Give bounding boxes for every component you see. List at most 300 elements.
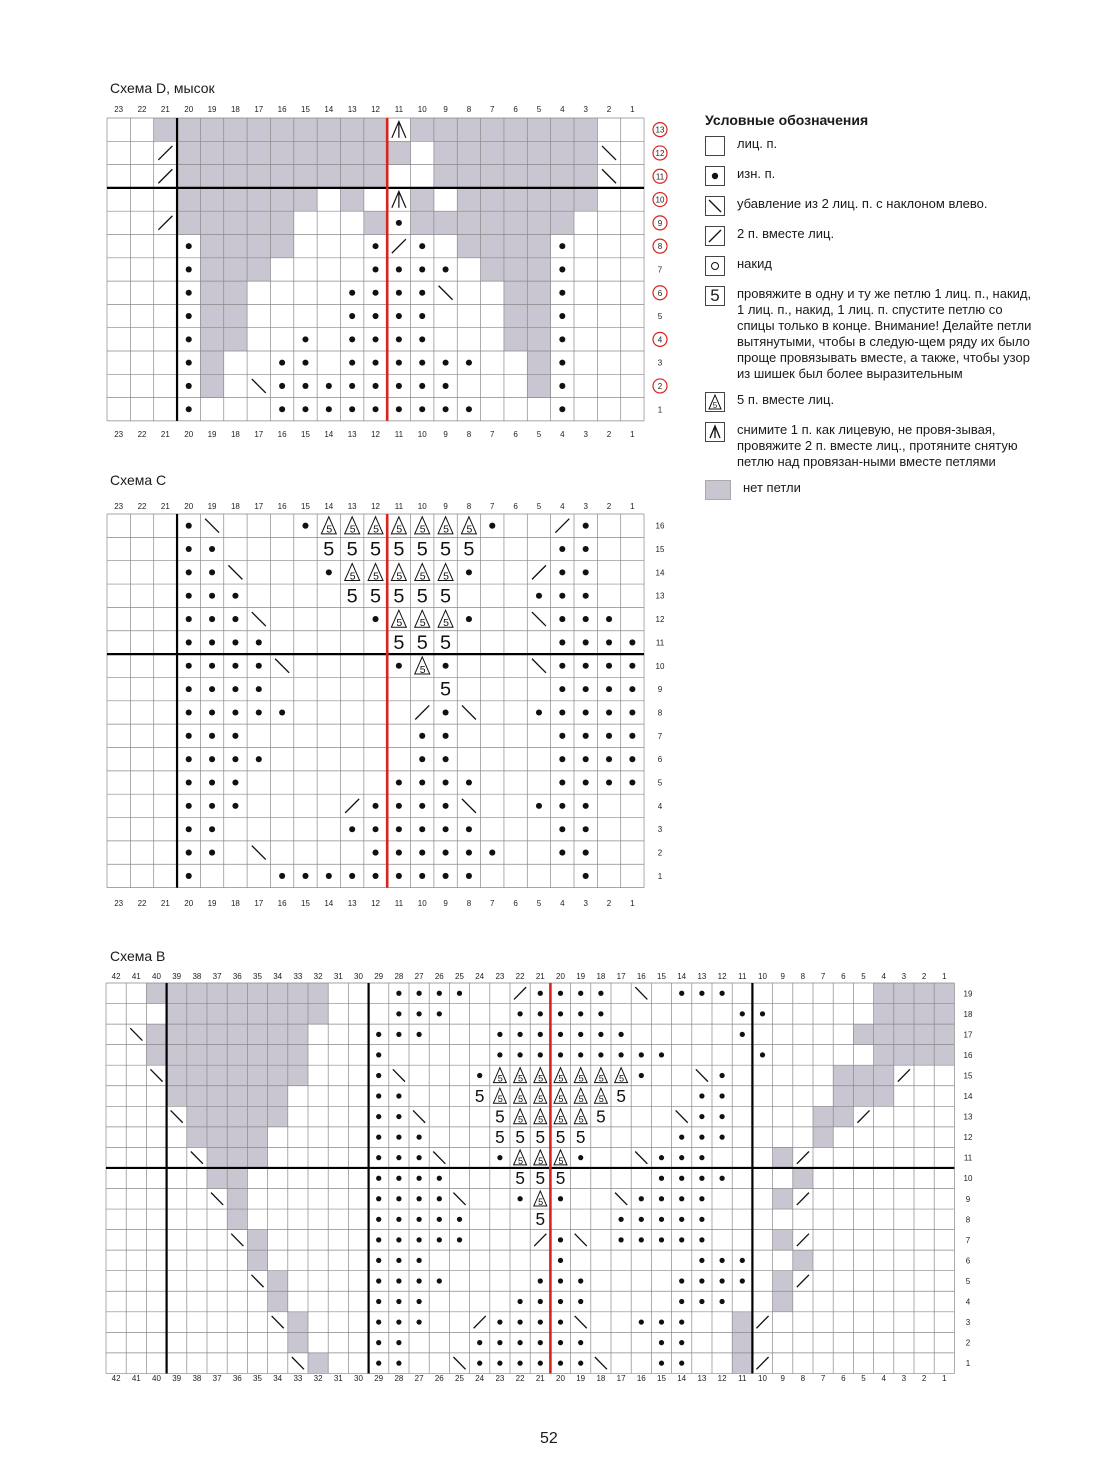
cell-dot	[437, 991, 442, 996]
cell-dot	[558, 1052, 563, 1057]
cell-gray	[434, 165, 457, 188]
cell-dot	[186, 756, 192, 762]
cell-dot	[559, 803, 565, 809]
cell-gray	[288, 1312, 308, 1333]
col-label-bottom: 33	[293, 1374, 303, 1383]
cell-gray	[457, 188, 480, 211]
cell-dot	[396, 803, 402, 809]
cell-dot	[659, 1052, 664, 1057]
cell-gray	[527, 188, 550, 211]
cell-dot	[477, 1361, 482, 1366]
cell-dot	[457, 1237, 462, 1242]
cell-gray	[227, 1045, 247, 1066]
cell-dot	[598, 1032, 603, 1037]
cell-dot	[186, 243, 192, 249]
cell-dot	[232, 779, 238, 785]
cell-gray	[247, 258, 270, 281]
cell-gray	[177, 118, 200, 141]
cell-dot	[639, 1073, 644, 1078]
cell-gray	[527, 374, 550, 397]
col-label-bottom: 2	[921, 1374, 927, 1383]
cell-bslash	[676, 1110, 688, 1122]
col-label-top: 6	[841, 972, 846, 981]
cell-bslash	[191, 1152, 203, 1164]
cell-dot	[186, 266, 192, 272]
col-label-top: 38	[192, 972, 202, 981]
cell-gray	[504, 235, 527, 258]
cell-bslash	[252, 846, 266, 860]
cell-dot	[279, 406, 285, 412]
cell-dot	[376, 1073, 381, 1078]
cell-five: 5	[393, 538, 405, 561]
cell-gray	[434, 118, 457, 141]
cell-dot	[232, 756, 238, 762]
cell-dot	[419, 290, 425, 296]
legend-text: 5 п. вместе лиц.	[737, 392, 835, 407]
cell-dot	[679, 1340, 684, 1345]
cell-gray	[247, 1024, 267, 1045]
col-label-top: 2	[606, 105, 612, 114]
row-label: 3	[965, 1318, 971, 1328]
row-label: 5	[965, 1276, 971, 1286]
cell-dot	[629, 756, 635, 762]
cell-slash	[158, 169, 172, 183]
col-label-top: 7	[490, 502, 495, 511]
cell-tri-label: 5	[558, 1114, 564, 1125]
col-label-bottom: 13	[697, 1374, 707, 1383]
cell-tri-label: 5	[517, 1155, 524, 1166]
col-label-bottom: 20	[184, 899, 194, 908]
cell-gray	[224, 118, 247, 141]
cell-dot	[679, 1217, 684, 1222]
cell-five: 5	[323, 538, 335, 561]
cell-dot	[279, 873, 285, 879]
cell-dot	[559, 663, 565, 669]
cell-gray	[200, 374, 223, 397]
cell-dot	[376, 1032, 381, 1037]
col-label-top: 16	[277, 502, 287, 511]
cell-gray	[227, 1127, 247, 1148]
chart-B-grid	[106, 972, 973, 1383]
cell-dot	[419, 360, 425, 366]
cell-gray	[167, 1024, 187, 1045]
cell-bslash	[439, 286, 453, 300]
col-label-bottom: 11	[394, 899, 404, 908]
cell-dot	[416, 1299, 421, 1304]
cell-gray	[268, 1271, 288, 1292]
cell-dot	[583, 593, 589, 599]
col-label-bottom: 31	[333, 1374, 343, 1383]
cell-dot	[302, 336, 308, 342]
col-label-bottom: 41	[131, 1374, 141, 1383]
row-label: 9	[657, 218, 663, 228]
cell-dot	[279, 383, 285, 389]
cell-five: 5	[440, 538, 452, 561]
cell-gray	[187, 1004, 207, 1025]
cell-gray	[874, 1045, 894, 1066]
col-label-bottom: 39	[172, 1374, 182, 1383]
col-label-bottom: 35	[253, 1374, 262, 1383]
cell-gray	[732, 1332, 752, 1353]
cell-bslash	[575, 1234, 587, 1246]
col-label-top: 15	[301, 105, 310, 114]
cell-dot	[517, 1011, 522, 1016]
cell-dot	[629, 733, 635, 739]
cell-dot	[372, 406, 378, 412]
legend-item	[705, 392, 1035, 412]
cell-dot	[209, 616, 215, 622]
cell-dot	[583, 546, 589, 552]
cell-gray	[504, 304, 527, 327]
cell-tri-label: 5	[558, 1094, 564, 1105]
cell-dot	[559, 290, 565, 296]
col-label-bottom: 10	[417, 430, 427, 439]
cell-dot	[349, 383, 355, 389]
cell-gray	[914, 1024, 934, 1045]
cell-dot	[372, 243, 378, 249]
col-label-top: 15	[657, 972, 666, 981]
cell-five: 5	[535, 1209, 546, 1230]
col-label-bottom: 8	[800, 1374, 806, 1383]
col-label-bottom: 7	[490, 899, 495, 908]
legend-items	[705, 136, 1035, 500]
cell-dot	[419, 850, 425, 856]
cell-gray	[207, 1086, 227, 1107]
cell-slash	[555, 519, 569, 533]
cell-dot	[583, 826, 589, 832]
cell-dot	[699, 1114, 704, 1119]
cell-dot	[376, 1237, 381, 1242]
cell-dot	[606, 756, 612, 762]
cell-slash	[158, 146, 172, 160]
cell-slash	[756, 1316, 768, 1328]
cell-gray	[268, 983, 288, 1004]
cell-dot	[256, 709, 262, 715]
cell-gray	[914, 983, 934, 1004]
legend-text: провяжите в одну и ту же петлю 1 лиц. п., накид, 1 лиц. п., накид, 1 лиц. п. спустите петлю со спицы только в конце. Внимание! Делайте петли вытянутыми, чтобы в следую-щем ряду их было проще провязывать вместе, а также, чтобы узор из шишек был более выразительным	[737, 286, 1032, 381]
row-label: 17	[963, 1030, 973, 1040]
col-label-top: 4	[560, 502, 565, 511]
cell-dot	[477, 1340, 482, 1345]
cell-five: 5	[616, 1085, 626, 1106]
cell-dot	[416, 1134, 421, 1139]
cell-dot	[349, 873, 355, 879]
cell-dot	[558, 1319, 563, 1324]
row-label: 19	[963, 989, 973, 999]
row-label: 9	[657, 685, 663, 695]
cell-gray	[874, 1065, 894, 1086]
cell-dot	[466, 850, 472, 856]
cell-dot	[443, 850, 449, 856]
col-label-bottom: 12	[717, 1374, 727, 1383]
cell-gray	[341, 141, 364, 164]
cell-dot	[559, 709, 565, 715]
cell-gray	[270, 118, 293, 141]
cell-gray	[200, 211, 223, 234]
cell-gray	[200, 351, 223, 374]
cell-dot	[559, 639, 565, 645]
col-label-bottom: 4	[881, 1374, 886, 1383]
cell-dot	[209, 733, 215, 739]
col-label-top: 37	[212, 972, 222, 981]
cell-dot	[583, 616, 589, 622]
cell-gray	[457, 141, 480, 164]
row-label: 8	[965, 1215, 971, 1225]
cell-dot	[186, 826, 192, 832]
cell-gray	[457, 235, 480, 258]
cell-dot	[396, 1340, 401, 1345]
cell-dot	[209, 709, 215, 715]
cell-dot	[578, 1155, 583, 1160]
cell-dot	[629, 709, 635, 715]
cell-gray	[527, 304, 550, 327]
cell-dot	[583, 639, 589, 645]
legend-text: накид	[737, 256, 772, 271]
cell-dot	[396, 1155, 401, 1160]
cell-gray	[224, 165, 247, 188]
cell-gray	[457, 211, 480, 234]
cell-dot	[396, 1196, 401, 1201]
cell-gray	[247, 141, 270, 164]
col-label-top: 11	[738, 972, 747, 981]
cell-gray	[247, 1106, 267, 1127]
cell-dot	[232, 663, 238, 669]
cell-gray	[527, 211, 550, 234]
col-label-bottom: 22	[137, 430, 147, 439]
col-label-bottom: 6	[513, 899, 518, 908]
cell-dot	[760, 1052, 765, 1057]
col-label-bottom: 15	[301, 899, 310, 908]
cell-dot	[372, 803, 378, 809]
cell-dot	[416, 1176, 421, 1181]
cell-dot	[186, 616, 192, 622]
row-label: 14	[963, 1092, 973, 1102]
cell-dot	[302, 360, 308, 366]
cell-dot	[659, 1319, 664, 1324]
cell-dot	[606, 686, 612, 692]
row-label: 13	[655, 591, 665, 601]
cell-gray	[308, 1004, 328, 1025]
col-label-top: 17	[616, 972, 626, 981]
cell-dot	[302, 873, 308, 879]
col-label-bottom: 28	[394, 1374, 404, 1383]
col-label-top: 23	[114, 502, 124, 511]
col-label-top: 9	[443, 105, 448, 114]
cell-dot	[372, 336, 378, 342]
cell-gray	[894, 1004, 914, 1025]
cell-dot	[517, 1032, 522, 1037]
cell-gray	[773, 1271, 793, 1292]
chart-C-grid	[107, 502, 665, 908]
cell-dot	[559, 850, 565, 856]
cell-dot	[517, 1196, 522, 1201]
cell-dot	[416, 1258, 421, 1263]
cell-dot	[232, 709, 238, 715]
legend-symbol-label: 5	[712, 400, 718, 410]
cell-slash	[474, 1316, 486, 1328]
col-label-top: 34	[273, 972, 283, 981]
col-label-bottom: 37	[212, 1374, 222, 1383]
cell-gray	[270, 141, 293, 164]
cell-gray	[177, 141, 200, 164]
cell-dot	[740, 1032, 745, 1037]
cell-dot	[416, 1217, 421, 1222]
legend-symbol-circle	[705, 256, 725, 276]
row-label: 4	[657, 801, 663, 811]
cell-five: 5	[515, 1167, 525, 1188]
cell-dot	[419, 803, 425, 809]
col-label-top: 2	[606, 502, 612, 511]
cell-five: 5	[535, 1126, 546, 1147]
cell-dot	[416, 991, 421, 996]
col-label-top: 30	[354, 972, 363, 981]
cell-gray	[224, 281, 247, 304]
cell-gray	[288, 1024, 308, 1045]
cell-gray	[481, 165, 504, 188]
col-label-bottom: 16	[277, 430, 287, 439]
col-label-top: 23	[114, 105, 124, 114]
cell-gray	[247, 1147, 267, 1168]
cell-gray	[270, 165, 293, 188]
cell-gray	[227, 1147, 247, 1168]
col-label-top: 12	[717, 972, 727, 981]
cell-gray	[200, 165, 223, 188]
cell-gray	[247, 1230, 267, 1251]
cell-dot	[372, 290, 378, 296]
cell-five: 5	[495, 1106, 505, 1127]
cell-gray	[294, 118, 317, 141]
cell-slash	[797, 1275, 809, 1287]
cell-gray	[504, 141, 527, 164]
cell-dot	[376, 1299, 381, 1304]
cell-dot	[396, 826, 402, 832]
cell-dot	[517, 1052, 522, 1057]
cell-dot	[256, 663, 262, 669]
legend-item	[705, 480, 1035, 500]
cell-gray	[934, 1045, 954, 1066]
cell-dot	[419, 383, 425, 389]
legend-symbol-gray	[705, 480, 731, 500]
cell-dot	[578, 1278, 583, 1283]
col-label-bottom: 2	[606, 899, 612, 908]
cell-gray	[387, 141, 410, 164]
legend-title: Условные обозначения	[705, 112, 869, 128]
cell-dot	[419, 873, 425, 879]
cell-dot	[416, 1319, 421, 1324]
col-label-top: 16	[277, 105, 287, 114]
cell-dot	[578, 1340, 583, 1345]
page-number: 52	[540, 1430, 558, 1447]
cell-gray	[207, 1024, 227, 1045]
cell-gray	[874, 1086, 894, 1107]
cell-tri-label: 5	[443, 523, 449, 536]
cell-tri-label: 5	[558, 1073, 564, 1084]
cell-dot	[639, 1237, 644, 1242]
cell-dot	[559, 266, 565, 272]
cell-dot	[719, 1258, 724, 1263]
col-label-bottom: 1	[630, 430, 635, 439]
cell-tri-label: 5	[326, 523, 333, 536]
col-label-bottom: 32	[313, 1374, 323, 1383]
col-label-bottom: 18	[596, 1374, 606, 1383]
cell-dot	[583, 733, 589, 739]
cell-gray	[270, 235, 293, 258]
cell-gray	[364, 141, 387, 164]
cell-dot	[186, 686, 192, 692]
col-label-bottom: 3	[901, 1374, 907, 1383]
cell-gray	[200, 281, 223, 304]
cell-dot	[396, 850, 402, 856]
cell-dot	[209, 756, 215, 762]
cell-gray	[504, 118, 527, 141]
col-label-top: 10	[417, 105, 427, 114]
cell-caret	[392, 121, 406, 137]
cell-tri-label: 5	[497, 1094, 503, 1105]
cell-dot	[719, 1299, 724, 1304]
col-label-bottom: 15	[657, 1374, 666, 1383]
col-label-top: 5	[536, 105, 542, 114]
cell-dot	[437, 1217, 442, 1222]
cell-dot	[326, 569, 332, 575]
col-label-top: 4	[560, 105, 565, 114]
col-label-bottom: 21	[160, 899, 170, 908]
cell-bslash	[453, 1193, 465, 1205]
cell-dot	[699, 1155, 704, 1160]
cell-dot	[416, 1155, 421, 1160]
cell-gray	[167, 1065, 187, 1086]
cell-bslash	[205, 519, 219, 533]
cell-gray	[574, 118, 597, 141]
cell-gray	[247, 1065, 267, 1086]
col-label-bottom: 13	[347, 899, 357, 908]
cell-five: 5	[370, 585, 382, 608]
col-label-top: 12	[371, 502, 380, 511]
col-label-bottom: 1	[630, 899, 635, 908]
cell-five: 5	[575, 1126, 586, 1147]
col-label-bottom: 22	[515, 1374, 525, 1383]
cell-dot	[559, 826, 565, 832]
cell-dot	[443, 779, 449, 785]
cell-gray	[187, 1045, 207, 1066]
cell-dot	[349, 826, 355, 832]
cell-gray	[294, 141, 317, 164]
row-label: 4	[657, 335, 663, 345]
cell-dot	[396, 360, 402, 366]
cell-dot	[606, 779, 612, 785]
cell-gray	[207, 1168, 227, 1189]
row-label: 1	[657, 405, 663, 415]
cell-gray	[224, 258, 247, 281]
cell-slash	[532, 565, 546, 579]
cell-bslash	[393, 1069, 405, 1081]
cell-dot	[559, 569, 565, 575]
cell-gray	[167, 983, 187, 1004]
cell-dot	[396, 873, 402, 879]
cell-gray	[187, 1127, 207, 1148]
cell-gray	[247, 1127, 267, 1148]
cell-five: 5	[440, 678, 452, 701]
cell-gray	[224, 188, 247, 211]
cell-gray	[833, 1086, 853, 1107]
cell-dot	[419, 733, 425, 739]
cell-dot	[326, 406, 332, 412]
cell-dot	[538, 1299, 543, 1304]
cell-dot	[659, 1196, 664, 1201]
col-label-bottom: 10	[417, 899, 427, 908]
row-label: 1	[965, 1359, 971, 1369]
cell-gray	[411, 118, 434, 141]
cell-dot	[376, 1340, 381, 1345]
